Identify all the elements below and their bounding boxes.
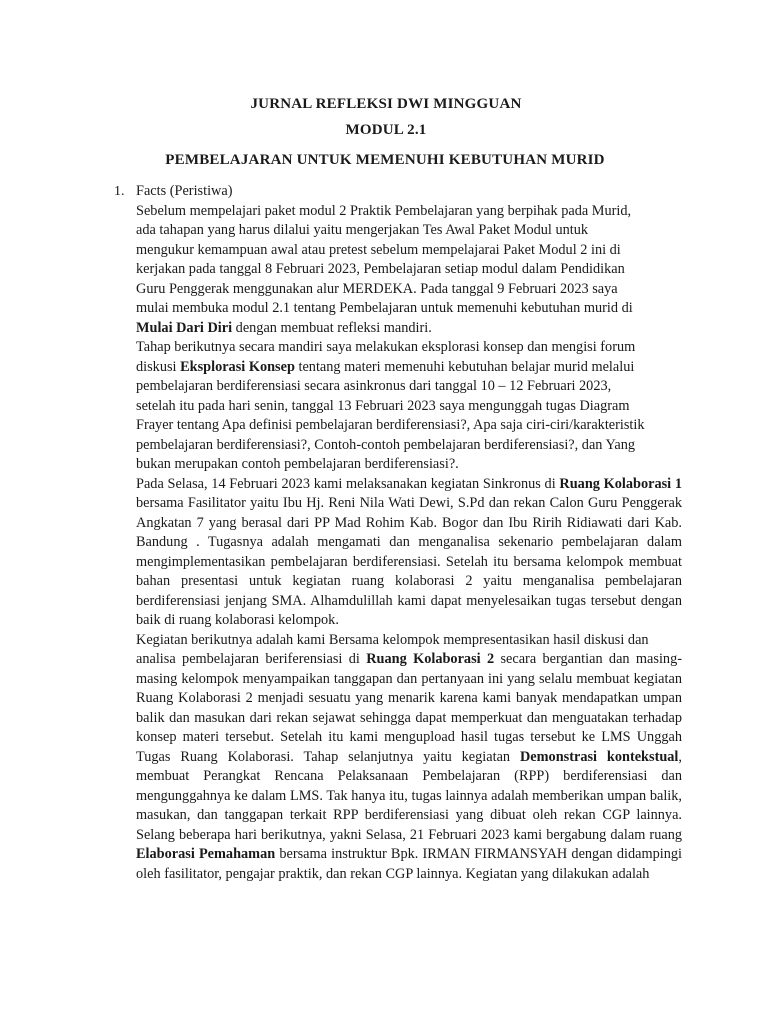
list-number: 1. (114, 184, 125, 199)
section-heading: Facts (Peristiwa) (136, 183, 233, 199)
bold-term: Eksplorasi Konsep (180, 358, 295, 375)
module-title: MODUL 2.1 (345, 122, 427, 138)
text-run: bersama Fasilitator yaitu Ibu Hj. Reni Nila Wati Dewi, S.Pd dan rekan Calon Guru Penggerak Angkatan 7 yang berasal dari PP Mad Rohim Kab. Bogor dan Ibu Ririh Ridiawati dari Kab. Bandung . Tugasnya adalah mengamati dan menganalisa sekenario pembelajaran dalam mengimplementasikan pembelajaran berdiferensiasi. Setelah itu bersama kelompok membuat bahan presentasi untuk kegiatan ruang kolaborasi 2 yaitu menganalisa pembelajaran berdiferensiasi jenjang SMA. Alhamdulillah kami dapat menyelesaikan tugas tersebut dengan baik di ruang kolaborasi kelompok. (136, 495, 682, 628)
bold-term: Mulai Dari Diri (136, 319, 233, 336)
bold-term: Ruang Kolaborasi 1 (559, 475, 682, 492)
text-line: setelah itu pada hari senin, tanggal 13 Februari 2023 saya mengunggah tugas Diagram (136, 397, 630, 414)
text-run: dengan membuat refleksi mandiri. (232, 319, 432, 336)
text-line: Tahap berikutnya secara mandiri saya melakukan eksplorasi konsep dan mengisi forum (136, 339, 636, 355)
module-subtitle: PEMBELAJARAN UNTUK MEMENUHI KEBUTUHAN MURID (165, 152, 605, 168)
text-run: diskusi (136, 358, 181, 375)
text-line: Frayer tentang Apa definisi pembelajaran berdiferensiasi?, Apa saja ciri-ciri/karakteristik (136, 417, 645, 433)
text-line: Kegiatan berikutnya adalah kami Bersama kelompok mempresentasikan hasil diskusi dan (136, 631, 649, 648)
paragraph-3 (136, 475, 682, 631)
text-run: analisa pembelajaran beriferensiasi di (136, 651, 367, 667)
text-line: bukan merupakan contoh pembelajaran berdiferensiasi?. (136, 456, 459, 472)
text-run: , membuat Perangkat Rencana Pelaksanaan Pembelajaran (RPP) berdiferensiasi dan mengunggahnya ke dalam LMS. Tak hanya itu, tugas lainnya adalah memberikan umpan balik, masukan, dan tanggapan terkait RPP berdiferensiasi yang dibuat oleh rekan CGP lainnya. Selang beberapa hari berikutnya, yakni Selasa, 21 Februari 2023 kami bergabung dalam ruang (136, 748, 682, 843)
text-line: Sebelum mempelajari paket modul 2 Praktik Pembelajaran yang berpihak pada Murid, (136, 202, 632, 219)
text-line: Guru Penggerak menggunakan alur MERDEKA. Pada tanggal 9 Februari 2023 saya (136, 280, 618, 297)
bold-term: Elaborasi Pemahaman (136, 846, 276, 862)
paragraph-2 (136, 338, 682, 475)
paragraph-4 (136, 631, 682, 885)
paragraph-1 (136, 202, 682, 339)
text-line: kerjakan pada tanggal 8 Februari 2023, Pembelajaran setiap modul dalam Pendidikan (136, 261, 625, 277)
bold-term: Ruang Kolaborasi 2 (366, 651, 495, 667)
text-line: mengukur kemampuan awal atau pretest sebelum mempelajarai Paket Modul 2 ini di (136, 241, 621, 258)
text-run: Pada Selasa, 14 Februari 2023 kami melaksanakan kegiatan Sinkronus di (136, 475, 560, 492)
text-line: mulai membuka modul 2.1 tentang Pembelajaran untuk memenuhi kebutuhan murid di (136, 300, 633, 316)
text-line: pembelajaran berdiferensiasi?, Contoh-contoh pembelajaran berdiferensiasi?, dan Yang (136, 436, 636, 453)
section-body (136, 182, 682, 884)
document-title: JURNAL REFLEKSI DWI MINGGUAN (250, 96, 522, 112)
text-line (136, 319, 682, 339)
text-run: bersama instruktur Bpk. IRMAN FIRMANSYAH dengan didampingi oleh fasilitator, pengajar praktik, dan rekan CGP lainnya. Kegiatan yang dilakukan adalah (136, 846, 682, 882)
text-run: secara bergantian dan masing-masing kelompok menyampaikan tanggapan dan pertanyaan ini yang selalu membuat kegiatan Ruang Kolaborasi 2 menjadi sesuatu yang menarik karena kami banyak mendapatkan umpan balik dan masukan dari rekan sejawat sehingga dapat memperkuat dan menguatakan terhadap konsep materi tersebut. Setelah itu kami mengupload hasil tugas tersebut ke LMS Unggah Tugas Ruang Kolaborasi. Tahap selanjutnya yaitu kegiatan (136, 651, 682, 765)
text-line (136, 358, 682, 378)
text-line: ada tahapan yang harus dilalui yaitu mengerjakan Tes Awal Paket Modul untuk (136, 222, 589, 238)
text-run: tentang materi memenuhi kebutuhan belajar murid melalui (294, 358, 635, 375)
bold-term: Demonstrasi kontekstual (519, 748, 679, 765)
text-line: pembelajaran berdiferensiasi secara asinkronus dari tanggal 10 – 12 Februari 2023, (136, 378, 612, 394)
